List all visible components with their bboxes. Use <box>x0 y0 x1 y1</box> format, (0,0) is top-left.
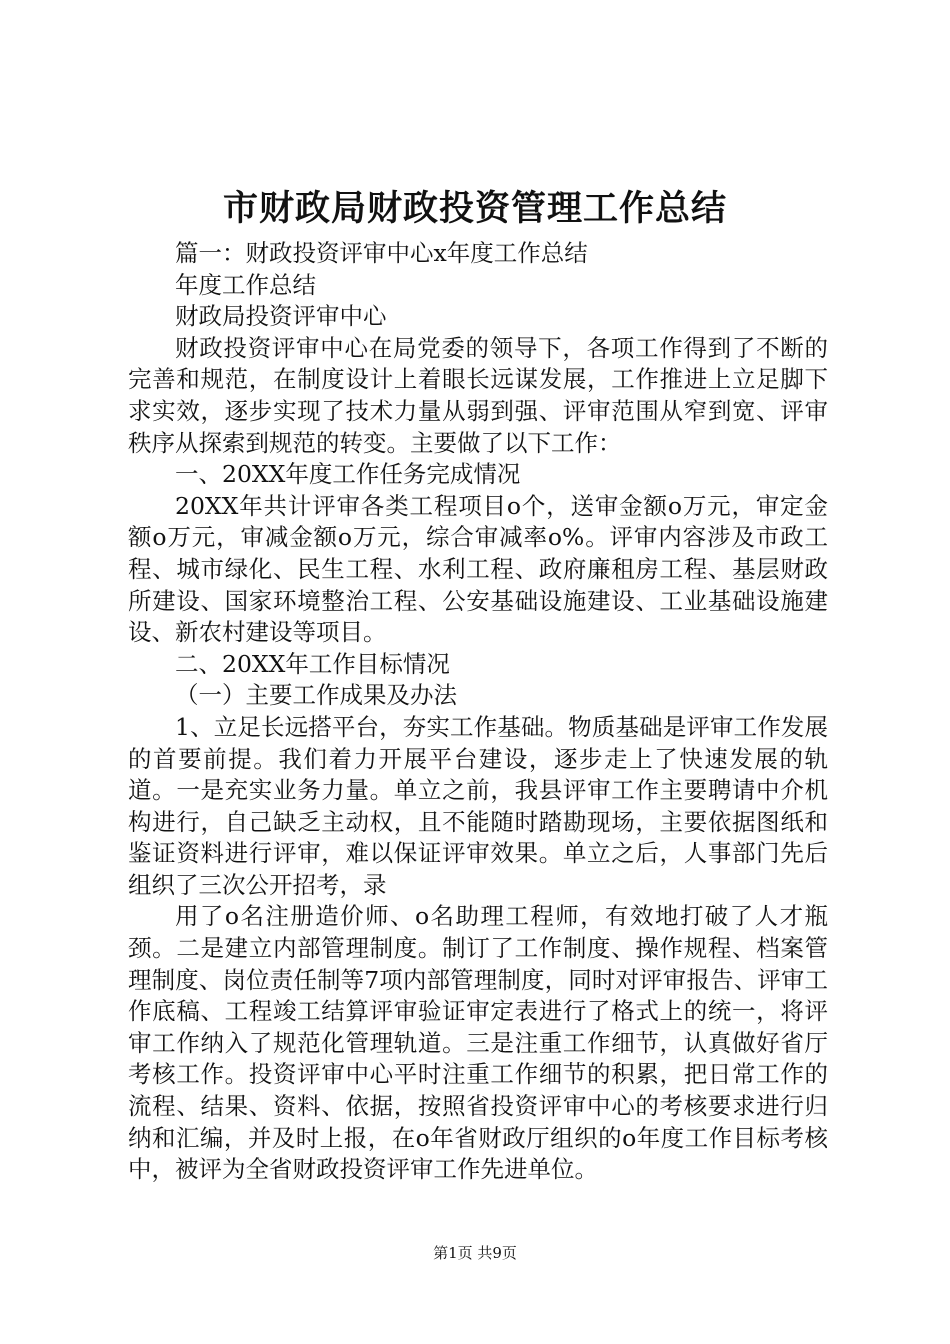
paragraph-platform-building: 1、立足长远搭平台，夯实工作基础。物质基础是评审工作发展的首要前提。我们着力开展平台建设，逐步走上了快速发展的轨道。一是充实业务力量。单立之前，我县评审工作主要聘请中介机构进行，自己缺乏主动权，且不能随时踏勘现场，主要依据图纸和鉴证资料进行评审，难以保证评审效果。单立之后，人事部门先后组织了三次公开招考，录 <box>128 712 828 899</box>
paragraph-staffing-and-management: 用了o名注册造价师、o名助理工程师，有效地打破了人才瓶颈。二是建立内部管理制度。制订了工作制度、操作规程、档案管理制度、岗位责任制等7项内部管理制度，同时对评审报告、评审工作底稿、工程竣工结算评审验证审定表进行了格式上的统一，将评审工作纳入了规范化管理轨道。三是注重工作细节，认真做好省厅考核工作。投资评审中心平时注重工作细节的积累，把日常工作的流程、结果、资料、依据，按照省投资评审中心的考核要求进行归纳和汇编，并及时上报，在o年省财政厅组织的o年度工作目标考核中，被评为全省财政投资评审工作先进单位。 <box>128 902 828 1184</box>
paragraph-heading-task-completion: 一、20XX年度工作任务完成情况 <box>175 460 521 489</box>
document-body <box>128 238 828 1186</box>
paragraph-intro: 财政投资评审中心在局党委的领导下，各项工作得到了不断的完善和规范，在制度设计上着眼长远谋发展，工作推进上立足脚下求实效，逐步实现了技术力量从弱到强、评审范围从窄到宽、评审秩序从探索到规范的转变。主要做了以下工作： <box>128 333 828 457</box>
paragraph-heading-work-goals: 二、20XX年工作目标情况 <box>175 649 450 678</box>
paragraph-author-unit: 财政局投资评审中心 <box>175 302 387 331</box>
paragraph-section-heading: 篇一：财政投资评审中心x年度工作总结 <box>175 239 588 267</box>
paragraph-review-summary: 20XX年共计评审各类工程项目o个，送审金额o万元，审定金额o万元，审减金额o万元，综合审减率o%。评审内容涉及市政工程、城市绿化、民生工程、水利工程、政府廉租房工程、基层财政所建设、国家环境整治工程、公安基础设施建设、工业基础设施建设、新农村建设等项目。 <box>128 491 828 647</box>
page-footer: 第1页 共9页 <box>433 1244 517 1262</box>
page-title: 市财政局财政投资管理工作总结 <box>222 188 727 229</box>
paragraph-subtitle: 年度工作总结 <box>175 270 316 299</box>
paragraph-heading-main-results: （一）主要工作成果及办法 <box>175 681 457 710</box>
